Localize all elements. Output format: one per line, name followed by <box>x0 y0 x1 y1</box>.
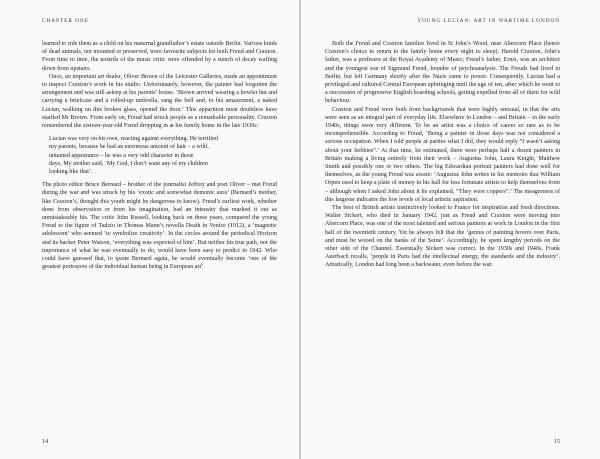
quote-line: Lucian was very on his own, reacting against everything. He terrified <box>49 136 218 143</box>
quote-line: untamed appearance – he was a very odd character in those <box>49 152 194 159</box>
page-number-left: 14 <box>42 438 49 445</box>
left-paragraph-2: Once, an important art dealer, Oliver Brown of the Leicester Galleries, made an appointment to inspect Craxton’s work in his studio. Unfortunately, however, the painter had forgotten the arrangement and was still asleep at his parents’ house. ‘Brown arrived wearing a bowler hat and carrying a briefcase and a rolled-up umbrella, rang the bell and, to his amazement, a naked Lucian, walking on this broken glass, opened the door.’ This apparition must doubtless have startled Mr Brown. From early on, Freud had struck people as a remarkable personality. Craxton remembered the sixteen-year-old Freud dropping in at his family home in the late 1930s: <box>42 73 277 130</box>
right-page <box>301 0 600 459</box>
right-paragraph-1: Both the Freud and Craxton families lived in St John’s Wood, near Abercorn Place (hence Craxton’s choice to return to the family home every night to sleep). Harold Craxton, John’s father, was a professor at the Royal Academy of Music; Freud’s father, Ernst, was an architect and the youngest son of Sigmund Freud, founder of psychoanalysis. The Freuds had lived in Berlin, but left Germany shortly after the Nazis came to power. Consequently, Lucian had a privileged and cultured Central European upbringing until the age of ten, after which he went to a succession of progressive English boarding schools, getting expelled from all of them for wild behaviour. <box>325 41 560 105</box>
left-paragraph-1: learned to ride them as a child on his maternal grandfather’s estate outside Berlin. Various kinds of dead animals, not mounted or preserved, were favourite subjects for both Freud and Craxton. From time to time, the nostrils of the music critic were offended by a stench of decay wafting down from upstairs. <box>42 41 277 72</box>
quote-line: days. My mother said, ‘My God, I don’t want any of my children <box>49 160 208 167</box>
right-paragraph-2: Craxton and Freud were both from backgrounds that were highly unusual, in that the arts were seen as an integral part of everyday life. Elsewhere in London – and Britain – in the early 1940s, things were very different. To be an artist was a choice of career so rare as to be incomprehensible. According to Freud, ‘Being a painter in those days was not considered a serious occupation. When I told people at parties what I did, they would reply “I wasn’t asking about your hobbies”.’ At that time, he estimated, there were perhaps half a dozen painters in Britain making a living entirely from their work – Augustus John, Laura Knight, Matthew Smith and possibly one or two others. The big Edwardian portrait painters had done well for themselves, as the young Freud was aware: ‘Augustus John writes in his memoirs that William Orpen used to keep a plate of money in his hall for less fortunate artists to help themselves from – although when I asked John about it he explained, “They were coppers”.’ The meagreness of this largesse indicates the low levels of local artistic aspiration. <box>325 106 560 203</box>
right-paragraph-3: The best of British artists instinctively looked to France for inspiration and fresh directions. Walter Sickert, who died in January 1942, just as Freud and Craxton were moving into Abercorn Place, was one of the most talented and serious painters at work in London in the first half of the twentieth century. Yet he always felt that the ‘genius of painting hovers over Paris, and must be wooed on the banks of the Seine’. Accordingly, he spent lengthy periods on the other side of the Channel. Essentially Sickert was correct. In the 1930s and 1940s, Frank Auerbach recalls, ‘people in Paris had the intellectual energy, the standards and the industry’. Artistically, London had long been a backwater, even before the war. <box>325 205 560 269</box>
left-page-text <box>42 40 277 271</box>
left-paragraph-3: The photo editor Bruce Bernard – brother of the journalist Jeffrey and poet Oliver – met Freud during the war and was struck by his ‘exotic and somewhat demonic aura’ (Bernard’s mother, like Craxton’s, thought this youth might be dangerous to know). Freud’s earliest work, whether done from observation or from his imagination, had an intensity that marked it out as unmistakeably his. The critic John Russell, looking back on these years, compared the young Freud to the figure of Tadzio in Thomas Mann’s novella Death in Venice (1912), a ‘magnetic adolescent’ who seemed ‘to symbolize creativity’. In the circles around the periodical Horizon and its backer Peter Watson, ‘everything was expected of him’. But neither his true path, nor the importance of what he was eventually to do, would have been easy to predict in 1942. Who could have guessed that, to quote Bernard again, he would eventually become ‘one of the greatest portrayers of the individual human being in European art’. <box>42 182 277 271</box>
quote-line: my parents, because he had an enormous amount of hair – a wild, <box>49 144 209 151</box>
page-number-right: 15 <box>553 438 560 445</box>
quote-line: looking like that’. <box>49 169 93 176</box>
left-page <box>0 0 299 459</box>
right-page-text <box>325 40 560 270</box>
running-head-left: CHAPTER ONE <box>42 18 89 24</box>
block-quote <box>49 135 277 176</box>
running-head-right: YOUNG LUCIAN: ART IN WARTIME LONDON <box>417 18 560 24</box>
